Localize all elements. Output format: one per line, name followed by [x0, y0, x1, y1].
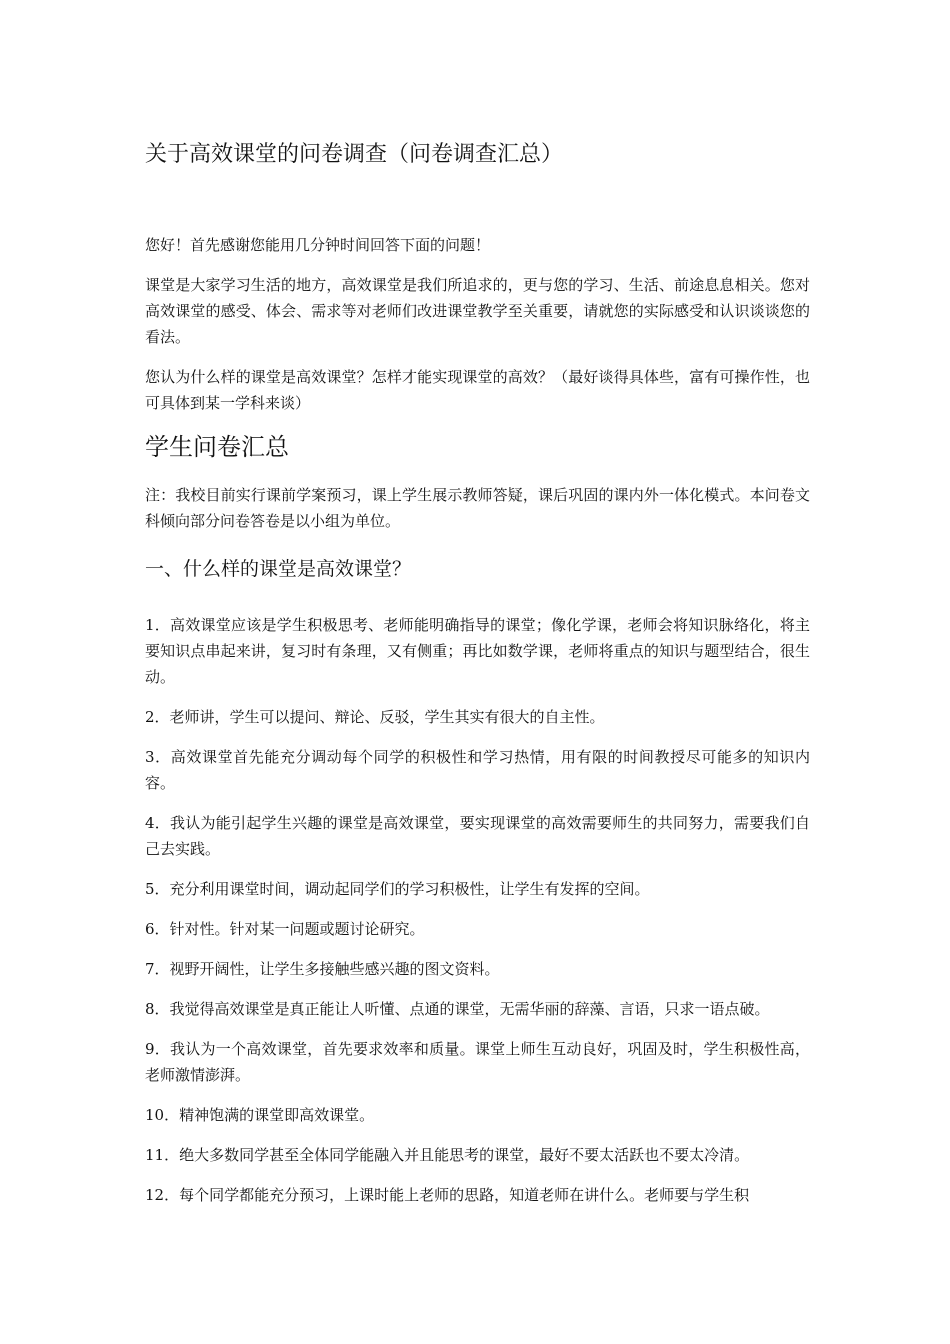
answer-item: 6．针对性。针对某一问题或题讨论研究。	[145, 920, 425, 938]
answer-item: 3．高效课堂首先能充分调动每个同学的积极性和学习热情，用有限的时间教授尽可能多的知识内容。	[145, 748, 810, 792]
answer-item: 10．精神饱满的课堂即高效课堂。	[145, 1106, 375, 1124]
answer-list	[145, 612, 810, 1208]
survey-question: 您认为什么样的课堂是高效课堂？怎样才能实现课堂的高效？（最好谈得具体些，富有可操作性，也可具体到某一学科来谈）	[145, 368, 810, 412]
answer-item: 7．视野开阔性，让学生多接触些感兴趣的图文资料。	[145, 960, 500, 978]
intro-greeting: 您好！首先感谢您能用几分钟时间回答下面的问题！	[145, 236, 491, 254]
answer-item: 8．我觉得高效课堂是真正能让人听懂、点通的课堂，无需华丽的辞藻、言语，只求一语点破。	[145, 1000, 770, 1018]
document-title: 关于高效课堂的问卷调查（问卷调查汇总）	[145, 142, 564, 167]
document-body	[145, 232, 810, 1222]
answer-item: 11．绝大多数同学甚至全体同学能融入并且能思考的课堂，最好不要太活跃也不要太冷清。	[145, 1146, 750, 1164]
answer-item: 4．我认为能引起学生兴趣的课堂是高效课堂，要实现课堂的高效需要师生的共同努力，需要我们自己去实践。	[145, 814, 810, 858]
section-heading: 学生问卷汇总	[145, 433, 289, 461]
subsection-heading: 一、什么样的课堂是高效课堂？	[145, 558, 412, 580]
section-note: 注：我校目前实行课前学案预习，课上学生展示教师答疑，课后巩固的课内外一体化模式。本问卷文科倾向部分问卷答卷是以小组为单位。	[145, 486, 810, 530]
intro-paragraph: 课堂是大家学习生活的地方，高效课堂是我们所追求的，更与您的学习、生活、前途息息相关。您对高效课堂的感受、体会、需求等对老师们改进课堂教学至关重要，请就您的实际感受和认识谈谈您的看法。	[145, 276, 810, 346]
answer-item: 12．每个同学都能充分预习，上课时能上老师的思路，知道老师在讲什么。老师要与学生积	[145, 1186, 750, 1204]
answer-item: 5．充分利用课堂时间，调动起同学们的学习积极性，让学生有发挥的空间。	[145, 880, 650, 898]
answer-item: 9．我认为一个高效课堂，首先要求效率和质量。课堂上师生互动良好，巩固及时，学生积极性高，老师激情澎湃。	[145, 1040, 810, 1084]
answer-item: 1．高效课堂应该是学生积极思考、老师能明确指导的课堂；像化学课，老师会将知识脉络化，将主要知识点串起来讲，复习时有条理，又有侧重；再比如数学课，老师将重点的知识与题型结合，很生动。	[145, 616, 810, 686]
answer-item: 2．老师讲，学生可以提问、辩论、反驳，学生其实有很大的自主性。	[145, 708, 605, 726]
